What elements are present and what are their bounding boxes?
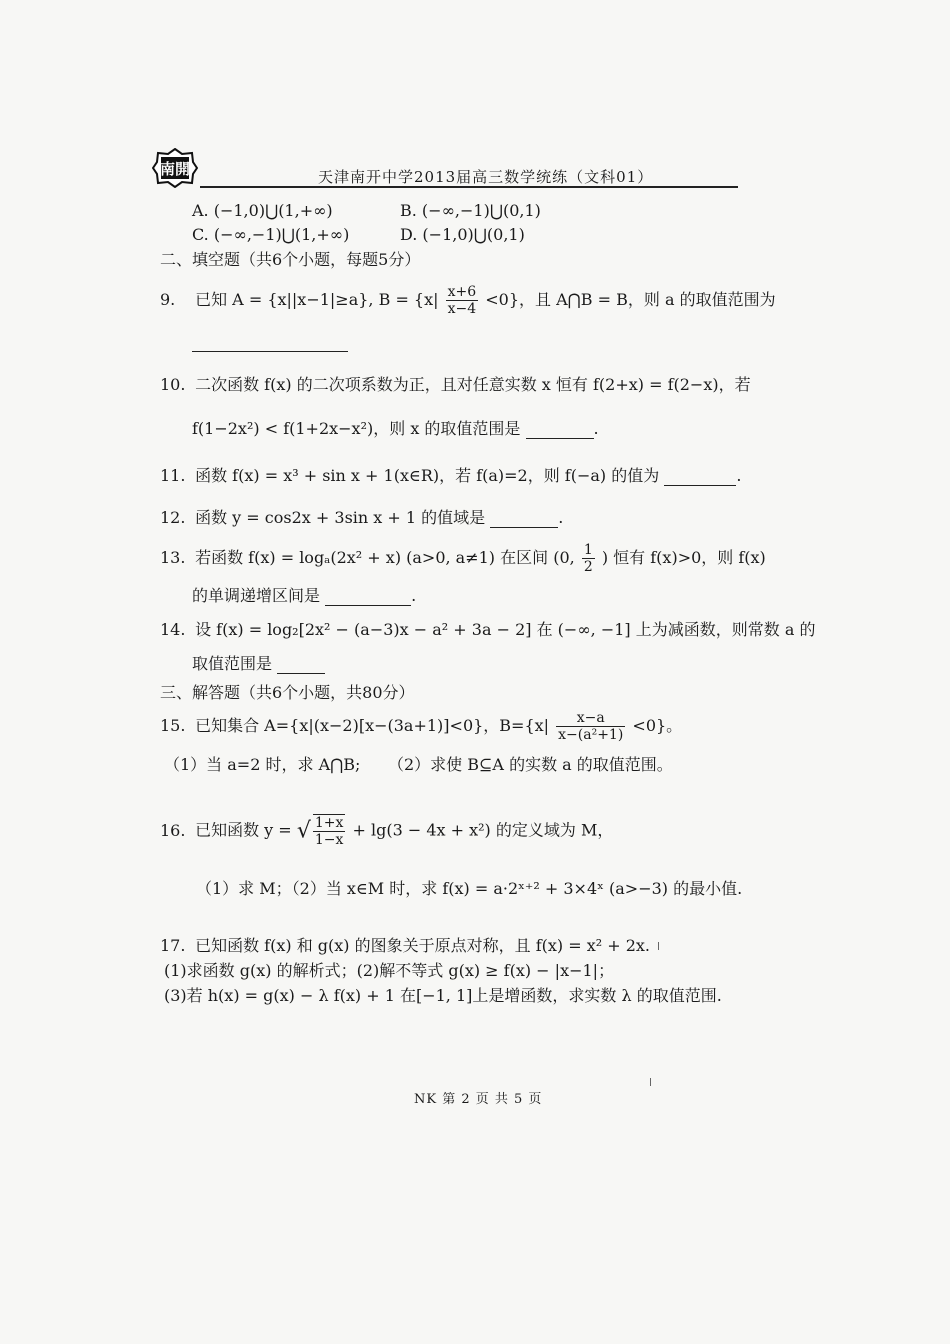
question-14 — [160, 617, 815, 640]
question-text: 若函数 f(x) = logₐ(2x² + x) (a>0, a≠1) 在区间 (0, — [195, 548, 575, 567]
header-title: 天津南开中学2013届高三数学统练（文科01） — [318, 168, 654, 186]
section-heading-fill-in: 二、填空题（共6个小题，每题5分） — [160, 250, 421, 269]
question-10 — [160, 372, 751, 395]
question-14-line-2 — [192, 651, 325, 674]
question-text: 的单调递增区间是 — [192, 586, 321, 605]
option-a: A. (−1,0)⋃(1,+∞) — [192, 201, 333, 220]
numerator: x+6 — [447, 284, 477, 300]
question-number: 9. — [160, 290, 176, 309]
answer-blank — [277, 672, 325, 674]
fraction — [313, 814, 346, 848]
denominator: x−4 — [447, 301, 477, 317]
denominator: 1−x — [314, 832, 344, 848]
question-16 — [160, 814, 613, 848]
question-text: 已知函数 y = — [195, 820, 292, 840]
scan-mark — [658, 942, 659, 950]
question-15-part-2: （2）求使 B⊆A 的实数 a 的取值范围。 — [388, 755, 673, 774]
question-number: 17. — [160, 936, 186, 955]
scan-mark — [650, 1078, 651, 1086]
question-9 — [160, 284, 776, 317]
answer-blank — [526, 437, 594, 439]
fraction — [556, 710, 625, 743]
option-c: C. (−∞,−1)⋃(1,+∞) — [192, 225, 350, 244]
question-number: 11. — [160, 466, 186, 485]
denominator: x−(a²+1) — [558, 727, 624, 743]
header-divider — [200, 186, 738, 188]
page-footer: NK 第 2 页 共 5 页 — [414, 1092, 543, 1107]
question-text: 二次函数 f(x) 的二次项系数为正，且对任意实数 x 恒有 f(2+x) = f(2−x)，若 — [195, 375, 751, 394]
numerator: x−a — [556, 710, 625, 727]
school-logo — [152, 148, 198, 188]
question-text: 已知函数 f(x) 和 g(x) 的图象关于原点对称，且 f(x) = x² + 2x. — [195, 936, 651, 955]
question-10-line-2: f(1−2x²) < f(1+2x−x²)，则 x 的取值范围是 . — [192, 419, 599, 438]
question-number: 13. — [160, 548, 186, 567]
answer-blank — [192, 350, 348, 352]
numerator: 1 — [583, 542, 593, 558]
question-13 — [160, 542, 766, 575]
section-heading-solutions: 三、解答题（共6个小题，共80分） — [160, 683, 415, 702]
answer-blank — [664, 484, 736, 486]
question-11: 11. 函数 f(x) = x³ + sin x + 1(x∈R)，若 f(a)=2，则 f(−a) 的值为 . — [160, 466, 742, 485]
question-17-line-3: (3)若 h(x) = g(x) − λ f(x) + 1 在[−1, 1]上是增函数，求实数 λ 的取值范围. — [164, 986, 722, 1005]
question-text: <0}，且 A⋂B = B，则 a 的取值范围为 — [485, 290, 776, 309]
question-text: 已知 A = {x||x−1|≥a}, B = {x| — [195, 290, 439, 309]
question-text: 已知集合 A={x|(x−2)[x−(3a+1)]<0}，B={x| — [195, 716, 550, 735]
question-number: 16. — [160, 820, 186, 840]
svg-text:南開: 南開 — [159, 160, 191, 178]
question-text: + lg(3 − 4x + x²) 的定义域为 M， — [352, 820, 614, 840]
question-number: 12. — [160, 508, 186, 527]
denominator: 2 — [583, 559, 593, 575]
question-text: 函数 f(x) = x³ + sin x + 1(x∈R)，若 f(a)=2，则 f(−a) 的值为 — [195, 466, 660, 485]
question-15 — [160, 710, 682, 743]
answer-blank — [325, 604, 411, 606]
question-12: 12. 函数 y = cos2x + 3sin x + 1 的值域是 . — [160, 508, 564, 527]
answer-blank — [490, 526, 558, 528]
fraction — [582, 542, 595, 575]
question-text: 取值范围是 — [192, 654, 273, 673]
question-17-line-2: (1)求函数 g(x) 的解析式；(2)解不等式 g(x) ≥ f(x) − |x−1|； — [164, 961, 615, 980]
question-number: 10. — [160, 375, 186, 394]
question-16-parts: （1）求 M；（2）当 x∈M 时，求 f(x) = a·2ˣ⁺² + 3×4ˣ (a>−3) 的最小值. — [196, 879, 743, 898]
question-13-line-2: 的单调递增区间是 . — [192, 586, 417, 605]
question-text: f(1−2x²) < f(1+2x−x²)，则 x 的取值范围是 — [192, 419, 521, 438]
option-b: B. (−∞,−1)⋃(0,1) — [400, 201, 541, 220]
question-text: 函数 y = cos2x + 3sin x + 1 的值域是 — [195, 508, 486, 527]
question-15-part-1: （1）当 a=2 时，求 A⋂B; — [164, 755, 361, 774]
question-text: 设 f(x) = log₂[2x² − (a−3)x − a² + 3a − 2] 在 (−∞, −1] 上为减函数，则常数 a 的 — [195, 620, 816, 639]
numerator: 1+x — [314, 815, 344, 831]
question-17 — [160, 933, 650, 956]
sqrt-sign: √ — [296, 818, 311, 844]
option-d: D. (−1,0)⋃(0,1) — [400, 225, 525, 244]
question-number: 14. — [160, 620, 186, 639]
fraction — [446, 284, 479, 317]
question-number: 15. — [160, 716, 186, 735]
question-text: <0}。 — [632, 716, 683, 735]
question-text: ) 恒有 f(x)>0，则 f(x) — [601, 548, 766, 567]
